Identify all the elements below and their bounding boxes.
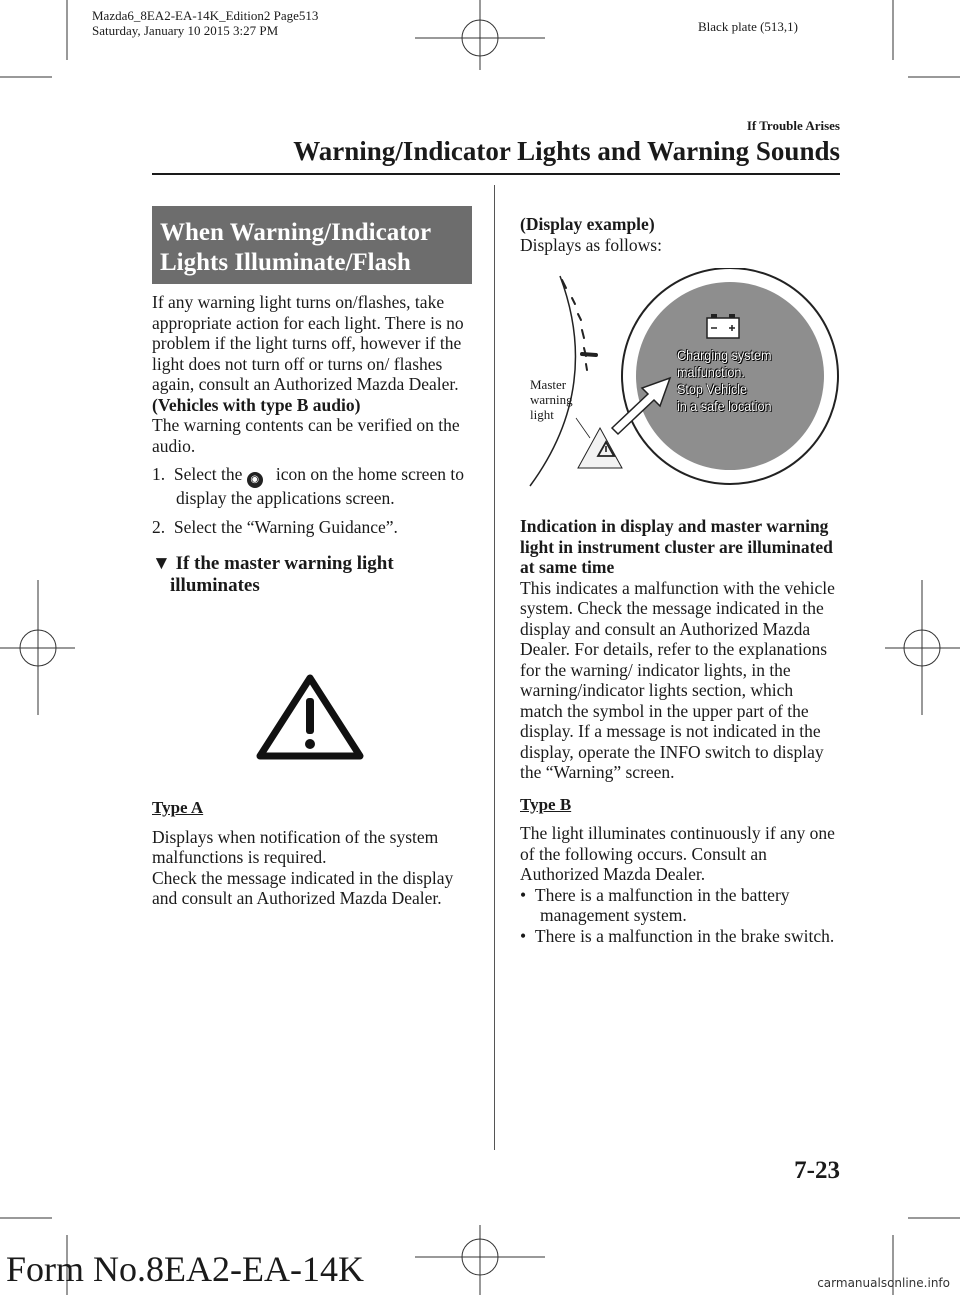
print-slug: [92, 8, 318, 38]
step-1: [152, 464, 477, 509]
indication-block: [520, 516, 840, 946]
msg-line-2: malfunction.: [677, 364, 745, 380]
type-b-text: The light illuminates continuously if any one of the following occurs. Consult an Authorized Mazda Dealer.: [520, 823, 835, 884]
indication-text: This indicates a malfunction with the vehicle system. Check the message indicated in the display and consult an Authorized Mazda Dealer. For details, refer to the explanations for the warning/ indicator lights, in the warning/indicator lights section, which match the symbol in the upper part of the display. If a message is not indicated in the display, operate the INFO switch to display the “Warning” screen.: [520, 577, 835, 782]
callout-line-3: light: [530, 407, 554, 422]
section-title: If Trouble Arises: [746, 118, 840, 133]
msg-line-4: in a safe location: [677, 398, 772, 414]
callout-line-1: Master: [530, 377, 567, 392]
header-rule: [152, 173, 840, 175]
indication-heading: Indication in display and master warning light in instrument cluster are illuminated at same time: [520, 516, 833, 577]
display-example-block: [520, 214, 840, 255]
heading-line-1: When Warning/Indicator: [160, 219, 432, 246]
step-2-number: 2.: [152, 516, 166, 537]
slug-line-2: Saturday, January 10 2015 3:27 PM: [92, 23, 279, 38]
msg-line-1: Charging system: [677, 347, 772, 363]
subheading: [152, 553, 477, 597]
audio-heading: (Vehicles with type B audio): [152, 394, 361, 415]
step-2-text: Select the “Warning Guidance”.: [173, 516, 398, 537]
type-a-text-2: Check the message indicated in the display and consult an Authorized Mazda Dealer.: [152, 867, 454, 908]
slug-line-1: Mazda6_8EA2-EA-14K_Edition2 Page513: [92, 8, 319, 23]
bullet-glyph: •: [520, 884, 527, 905]
type-a-text: Displays when notification of the system malfunctions is required.: [152, 826, 439, 867]
step-1-post: icon on the home screen to display the applications screen.: [176, 464, 464, 508]
chapter-title: Warning/Indicator Lights and Warning Sounds: [293, 136, 840, 166]
heading-line-2: Lights Illuminate/Flash: [160, 249, 411, 276]
type-a-block: [152, 798, 477, 909]
left-column: [152, 292, 477, 597]
audio-text: The warning contents can be verified on the audio.: [152, 415, 460, 456]
bullet-text: There is a malfunction in the battery management system.: [534, 884, 790, 925]
bullet-text: There is a malfunction in the brake switch.: [534, 925, 835, 946]
watermark: carmanualsonline.info: [817, 1276, 950, 1290]
intro-paragraph: If any warning light turns on/flashes, take appropriate action for each light. There is no problem if the light turns off, however if the light does not turn off or turns on/ flashes again, consult an Authorized Mazda Dealer.: [152, 292, 464, 394]
display-message: [677, 347, 772, 415]
column-divider: [494, 185, 495, 1150]
msg-line-3: Stop Vehicle: [677, 381, 748, 397]
master-warning-callout: [530, 377, 573, 422]
bullet-item: [520, 926, 840, 947]
plate-label: Black plate (513,1): [698, 19, 798, 34]
step-1-number: 1.: [152, 464, 166, 484]
bullet-glyph: •: [520, 925, 527, 946]
master-warning-icon: [254, 672, 366, 762]
form-number: Form No.8EA2-EA-14K: [6, 1249, 364, 1289]
callout-line-2: warning: [530, 392, 573, 407]
displays-as: Displays as follows:: [520, 234, 662, 255]
step-2: [152, 517, 477, 538]
step-1-pre: Select the: [173, 464, 243, 484]
bullet-item: [520, 885, 840, 926]
display-example-heading: (Display example): [520, 214, 655, 234]
section-heading: [152, 206, 472, 284]
apps-icon: ◉: [247, 472, 263, 488]
subheading-text: If the master warning light illuminates: [170, 553, 394, 596]
page-number: 7-23: [794, 1157, 840, 1184]
type-b-label: Type B: [520, 794, 572, 814]
subheading-marker: ▼: [152, 553, 171, 574]
type-a-label: Type A: [152, 798, 204, 817]
